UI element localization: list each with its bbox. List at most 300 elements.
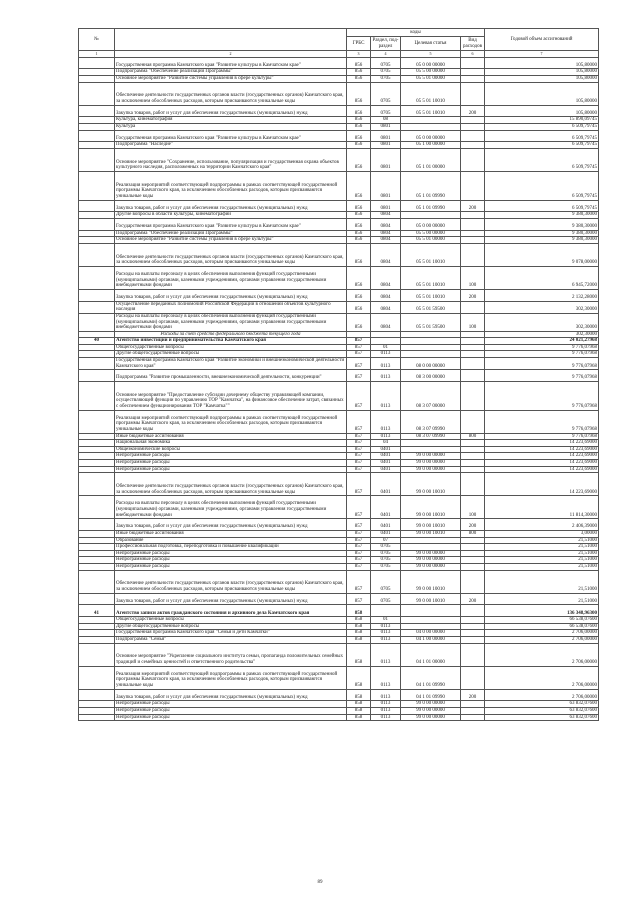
row-number [79,466,115,473]
row-expense-type [461,630,485,637]
row-amount: 11 814,30000 [485,496,599,519]
row-number [79,105,115,117]
row-description: Иные бюджетные ассигнования [115,433,347,440]
row-description: Осуществление переданных полномочий Российской Федерации в отношении объектов культурного наследия [115,301,347,313]
table-row [79,446,599,453]
row-amount: 9 776,07968 [485,370,599,382]
row-target-article: 05 5 01 10010 [401,243,461,266]
row-expense-type [461,171,485,200]
row-razdel-code: 0401 [371,496,401,519]
row-grbs-code: 857 [347,563,371,570]
row-number [79,351,115,358]
row-razdel-code: 0113 [371,689,401,701]
row-target-article: 99 0 00 10010 [401,473,461,496]
row-target-article: 99 0 00 00000 [401,460,461,467]
row-grbs-code [347,331,371,338]
colnum: 7 [485,51,599,58]
row-amount: 302,30000 [485,331,599,338]
row-amount: 21,51000 [485,570,599,593]
table-row [79,344,599,351]
row-target-article: 99 0 00 10010 [401,519,461,531]
row-target-article [401,605,461,617]
row-amount: 9 776,07968 [485,351,599,358]
colnum: 6 [461,51,485,58]
row-razdel-code: 0705 [371,550,401,557]
row-number [79,171,115,200]
colnum: 5 [401,51,461,58]
row-razdel-code: 0113 [371,370,401,382]
row-number [79,714,115,721]
table-row [79,57,599,69]
row-description: Культура, кинематография [115,117,347,124]
table-row [79,410,599,433]
row-expense-type [461,410,485,433]
row-description: Обеспечение деятельности государственных органов власти (государственных органов) Камчатского края, за исключением обособленных расходов, которым присваиваются уникальные коды [115,243,347,266]
row-expense-type: 100 [461,496,485,519]
row-number [79,57,115,69]
row-target-article: 99 0 00 10010 [401,570,461,593]
row-expense-type: 200 [461,593,485,605]
row-target-article: 08 3 00 00000 [401,370,461,382]
row-target-article: 99 0 00 10010 [401,496,461,519]
row-number [79,440,115,447]
col-razdel-header: Раздел, под-раздел [371,37,401,51]
row-number [79,331,115,338]
row-expense-type [461,358,485,370]
row-razdel-code: 0401 [371,531,401,538]
row-grbs-code: 857 [347,544,371,551]
row-description: Другие общегосударственные вопросы [115,623,347,630]
row-grbs-code: 857 [347,550,371,557]
row-expense-type [461,351,485,358]
row-amount: 6 945,72000 [485,266,599,289]
row-amount: 14 223,69000 [485,460,599,467]
row-amount: 9 380,30000 [485,212,599,219]
row-number [79,433,115,440]
table-body [79,57,599,721]
row-amount: 105,80000 [485,57,599,69]
row-expense-type [461,473,485,496]
row-razdel-code: 0804 [371,230,401,237]
row-razdel-code: 01 [371,617,401,624]
row-expense-type [461,75,485,82]
row-expense-type [461,212,485,219]
row-grbs-code: 856 [347,171,371,200]
row-target-article: 99 0 00 00000 [401,466,461,473]
row-target-article: 04 1 01 00000 [401,643,461,666]
table-row [79,370,599,382]
row-grbs-code: 858 [347,630,371,637]
row-expense-type [461,237,485,244]
row-expense-type [461,714,485,721]
table-row [79,701,599,708]
row-number [79,446,115,453]
row-expense-type [461,636,485,643]
row-target-article: 04 0 00 00000 [401,630,461,637]
row-grbs-code: 856 [347,142,371,149]
row-expense-type: 100 [461,313,485,331]
row-target-article: 05 0 00 00000 [401,57,461,69]
row-razdel-code: 07 [371,537,401,544]
row-number [79,544,115,551]
row-target-article [401,544,461,551]
table-row [79,636,599,643]
row-amount: 6 509,79745 [485,200,599,212]
row-razdel-code: 0401 [371,460,401,467]
row-grbs-code: 856 [347,301,371,313]
row-description: Агентство инвестиций и предпринимательства Камчатского края [115,338,347,345]
row-razdel-code: 0705 [371,557,401,564]
row-description: Расходы на выплаты персоналу в целях обеспечения выполнения функций государственными (муниципальными) органами, казенными учреждениями, органами управления государственными внебюджетными фондами [115,266,347,289]
table-row [79,351,599,358]
row-number [79,617,115,624]
row-razdel-code: 04 [371,440,401,447]
row-number [79,130,115,142]
row-target-article: 99 0 00 00000 [401,563,461,570]
row-amount: 302,30000 [485,301,599,313]
row-expense-type [461,142,485,149]
row-description: Расходы на выплаты персоналу в целях обеспечения выполнения функций государственными (муниципальными) органами, казенными учреждениями, органами управления государственными внебюджетными фондами [115,496,347,519]
row-description: Другие вопросы в области культуры, кинематографии [115,212,347,219]
table-row [79,473,599,496]
row-number [79,123,115,130]
row-target-article [401,338,461,345]
row-number [79,313,115,331]
row-number [79,537,115,544]
row-target-article: 08 0 00 00000 [401,358,461,370]
row-number [79,75,115,82]
row-target-article [401,617,461,624]
row-amount: 6 509,79745 [485,130,599,142]
row-number [79,550,115,557]
col-total-header: Годовой объем ассигнований [485,29,599,51]
row-expense-type: 800 [461,531,485,538]
row-amount: 2 706,00000 [485,689,599,701]
row-target-article: 05 5 01 00000 [401,75,461,82]
row-razdel-code: 0705 [371,82,401,105]
row-description: Основное мероприятие "Развитие системы управления в сфере культуры" [115,237,347,244]
row-description: Закупка товаров, работ и услуг для обеспечения государственных (муниципальных) нужд [115,593,347,605]
row-amount: 6 509,79745 [485,171,599,200]
row-expense-type [461,643,485,666]
table-row [79,212,599,219]
table-row [79,689,599,701]
row-description: Основное мероприятие "Сохранение, использование, популяризация и государственная охрана объектов культурного наследия, расположенных на территории Камчатского края" [115,148,347,171]
row-razdel-code: 0804 [371,266,401,289]
row-expense-type [461,623,485,630]
row-target-article [401,537,461,544]
row-expense-type [461,338,485,345]
row-target-article: 05 5 01 00000 [401,237,461,244]
row-razdel-code: 0113 [371,630,401,637]
row-expense-type [461,440,485,447]
row-grbs-code: 856 [347,289,371,301]
table-row [79,382,599,411]
row-target-article: 05 1 00 00000 [401,142,461,149]
row-description: Расходы за счет средств федерального бюджета текущего года [115,331,347,338]
colnum: 4 [371,51,401,58]
table-row [79,544,599,551]
table-row [79,266,599,289]
row-expense-type [461,666,485,689]
row-amount: 21,51000 [485,544,599,551]
row-number [79,623,115,630]
row-amount: 14 223,69000 [485,453,599,460]
row-expense-type [461,130,485,142]
row-expense-type [461,57,485,69]
row-description: Подпрограмма "Наследие" [115,142,347,149]
row-expense-type: 200 [461,200,485,212]
table-row [79,537,599,544]
row-expense-type [461,344,485,351]
row-description: Профессиональная подготовка, переподготовка и повышение квалификации [115,544,347,551]
row-target-article [401,446,461,453]
row-grbs-code: 858 [347,707,371,714]
row-amount: 6 509,79745 [485,123,599,130]
row-amount: 9 776,07968 [485,344,599,351]
row-amount: 9 380,30000 [485,237,599,244]
page-number: 89 [317,880,323,885]
row-description: Непрограммные расходы [115,563,347,570]
row-grbs-code: 857 [347,537,371,544]
row-amount: 105,80000 [485,69,599,76]
row-expense-type [461,617,485,624]
row-grbs-code: 857 [347,570,371,593]
row-razdel-code: 0401 [371,453,401,460]
row-description: Непрограммные расходы [115,453,347,460]
row-target-article [401,212,461,219]
row-grbs-code: 858 [347,623,371,630]
table-row [79,123,599,130]
row-amount: 2 132,28000 [485,289,599,301]
row-amount: 2 706,00000 [485,630,599,637]
row-number [79,643,115,666]
row-description: Иные бюджетные ассигнования [115,531,347,538]
row-target-article [401,623,461,630]
row-number [79,519,115,531]
table-row [79,338,599,345]
row-number [79,689,115,701]
row-description: Непрограммные расходы [115,466,347,473]
row-amount: 6 509,79745 [485,148,599,171]
row-target-article: 05 1 01 00000 [401,148,461,171]
row-grbs-code: 856 [347,243,371,266]
row-expense-type [461,117,485,124]
row-razdel-code: 0804 [371,218,401,230]
table-row [79,643,599,666]
table-row [79,237,599,244]
row-number [79,563,115,570]
row-grbs-code: 857 [347,473,371,496]
row-target-article: 05 5 00 00000 [401,69,461,76]
row-razdel-code: 0705 [371,105,401,117]
row-amount: 21,51000 [485,537,599,544]
row-target-article: 99 0 00 00000 [401,701,461,708]
row-grbs-code: 856 [347,105,371,117]
row-description: Агентство записи актов гражданского состояния и архивного дела Камчатского края [115,605,347,617]
row-target-article: 04 1 00 00000 [401,636,461,643]
row-description: Другие общегосударственные вопросы [115,351,347,358]
row-amount: 63 832,07600 [485,714,599,721]
table-row [79,117,599,124]
colnum: 3 [347,51,371,58]
row-razdel-code: 0801 [371,200,401,212]
row-number [79,200,115,212]
row-expense-type [461,460,485,467]
row-razdel-code [371,331,401,338]
row-razdel-code: 0705 [371,57,401,69]
row-description: Непрограммные расходы [115,550,347,557]
row-number [79,230,115,237]
row-grbs-code: 857 [347,557,371,564]
row-grbs-code: 858 [347,617,371,624]
row-amount: 3,00000 [485,531,599,538]
row-description: Обеспечение деятельности государственных органов власти (государственных органов) Камчатского края, за исключением обособленных расходов, которым присваиваются уникальные коды [115,570,347,593]
row-description: Непрограммные расходы [115,701,347,708]
row-razdel-code: 0801 [371,123,401,130]
row-target-article: 05 0 00 00000 [401,130,461,142]
row-number [79,218,115,230]
row-description: Общеэкономические вопросы [115,446,347,453]
table-row [79,466,599,473]
row-expense-type [461,707,485,714]
table-row [79,148,599,171]
row-target-article: 05 5 01 10010 [401,82,461,105]
table-row [79,617,599,624]
table-header [79,29,599,58]
row-grbs-code: 856 [347,69,371,76]
row-target-article: 99 0 00 00000 [401,714,461,721]
row-grbs-code: 857 [347,453,371,460]
row-amount: 9 776,07968 [485,433,599,440]
row-grbs-code: 857 [347,338,371,345]
row-number [79,212,115,219]
row-grbs-code: 856 [347,266,371,289]
row-target-article: 05 5 01 10010 [401,105,461,117]
row-target-article [401,117,461,124]
row-description: Подпрограмма "Развитие промышленности, внешнеэкономической деятельности, конкуренции" [115,370,347,382]
row-razdel-code: 0401 [371,473,401,496]
row-expense-type [461,69,485,76]
row-grbs-code: 857 [347,440,371,447]
row-number [79,557,115,564]
row-amount: 105,80000 [485,105,599,117]
row-number [79,301,115,313]
row-number [79,531,115,538]
row-expense-type [461,148,485,171]
row-grbs-code: 856 [347,237,371,244]
table-row [79,289,599,301]
row-amount: 302,30000 [485,313,599,331]
row-grbs-code: 857 [347,446,371,453]
row-description: Подпрограмма "Обеспечение реализации Программы" [115,230,347,237]
row-razdel-code: 0113 [371,714,401,721]
table-row [79,230,599,237]
row-description: Реализация мероприятий соответствующей подпрограммы в рамках соответствующей государственной программы Камчатского края, за исключением обособленных расходов, которым присваиваются уникальные коды [115,410,347,433]
row-grbs-code: 857 [347,496,371,519]
row-grbs-code: 858 [347,636,371,643]
row-amount: 2 706,00000 [485,666,599,689]
row-amount: 15 890,09745 [485,117,599,124]
row-razdel-code: 0113 [371,643,401,666]
table-row [79,707,599,714]
row-grbs-code: 858 [347,605,371,617]
row-description: Основное мероприятие "Предоставление субсидии дочернему обществу управляющей компании, осуществляющей функции по управлению ТОР "Камчатка", на финансовое обеспечение затрат, связанных с обеспечением функционирования ТОР "Камчатка"" [115,382,347,411]
row-razdel-code: 0705 [371,75,401,82]
row-amount: 21,51000 [485,557,599,564]
table-row [79,218,599,230]
row-description: Закупка товаров, работ и услуг для обеспечения государственных (муниципальных) нужд [115,519,347,531]
row-razdel-code: 01 [371,344,401,351]
row-target-article: 05 1 01 09990 [401,200,461,212]
row-description: Закупка товаров, работ и услуг для обеспечения государственных (муниципальных) нужд [115,200,347,212]
row-grbs-code: 856 [347,230,371,237]
row-target-article: 05 0 00 00000 [401,218,461,230]
table-row [79,666,599,689]
row-description: Общегосударственные вопросы [115,617,347,624]
row-expense-type [461,537,485,544]
table-row [79,557,599,564]
row-description: Непрограммные расходы [115,707,347,714]
table-row [79,623,599,630]
row-target-article: 05 5 00 00000 [401,230,461,237]
row-amount: 14 223,69000 [485,473,599,496]
row-grbs-code: 858 [347,701,371,708]
row-grbs-code: 856 [347,218,371,230]
row-expense-type [461,370,485,382]
row-expense-type: 800 [461,433,485,440]
row-razdel-code: 0804 [371,289,401,301]
row-expense-type [461,557,485,564]
table-row [79,563,599,570]
column-numbers-row [79,51,599,58]
row-razdel-code: 0801 [371,148,401,171]
colnum: 1 [79,51,115,58]
row-grbs-code: 857 [347,351,371,358]
row-grbs-code: 856 [347,75,371,82]
row-target-article: 05 5 01 59500 [401,301,461,313]
table-row [79,69,599,76]
row-razdel-code: 0113 [371,701,401,708]
row-grbs-code: 858 [347,666,371,689]
row-number [79,243,115,266]
row-expense-type [461,544,485,551]
row-number [79,410,115,433]
row-target-article: 05 1 01 09990 [401,171,461,200]
row-expense-type [461,218,485,230]
row-grbs-code: 856 [347,200,371,212]
row-target-article: 99 0 00 00000 [401,453,461,460]
row-razdel-code: 0804 [371,243,401,266]
row-description: Подпрограмма "Семья" [115,636,347,643]
row-grbs-code: 856 [347,117,371,124]
table-row [79,75,599,82]
table-row [79,105,599,117]
row-description: Непрограммные расходы [115,557,347,564]
row-razdel-code: 0113 [371,351,401,358]
table-row [79,301,599,313]
row-number [79,460,115,467]
row-razdel-code: 0113 [371,410,401,433]
row-grbs-code: 856 [347,57,371,69]
row-razdel-code: 0804 [371,237,401,244]
row-razdel-code: 0705 [371,544,401,551]
row-target-article [401,440,461,447]
row-target-article: 08 3 07 09990 [401,433,461,440]
row-expense-type [461,230,485,237]
row-description: Государственная программа Камчатского края "Семья и дети Камчатки" [115,630,347,637]
row-expense-type [461,301,485,313]
